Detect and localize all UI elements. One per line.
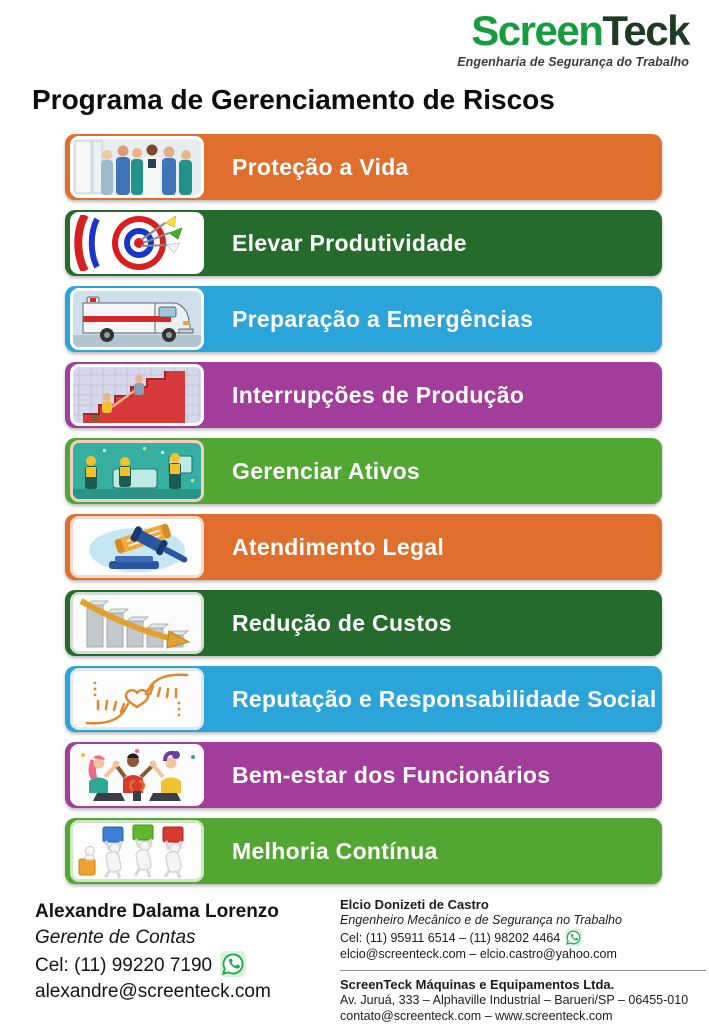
banner-melhoria-continua: [65, 818, 662, 884]
banner-label: Bem-estar dos Funcionários: [232, 761, 551, 788]
whatsapp-icon: [220, 951, 246, 977]
ambulance-image: [70, 288, 204, 350]
banner-label: Melhoria Contínua: [232, 837, 438, 864]
contact-phone-row: [340, 929, 706, 947]
figures-carrying-blocks-image: [70, 820, 204, 882]
company-info: [340, 977, 706, 1024]
banner-label: Interrupções de Produção: [232, 381, 525, 408]
banner-protecao-a-vida: [65, 134, 662, 200]
banner-reputacao-e-responsabilidade-social: [65, 666, 662, 732]
logo-tagline: Engenharia de Segurança do Trabalho: [457, 55, 689, 70]
growth-stairs-image: [70, 364, 204, 426]
gavel-scroll-image: [70, 516, 204, 578]
contact-elcio-and-company: [340, 897, 706, 1024]
banner-label: Preparação a Emergências: [232, 305, 534, 332]
contact-role: Engenheiro Mecânico e de Segurança no Trabalho: [340, 913, 622, 928]
banner-atendimento-legal: [65, 514, 662, 580]
company-logo: [457, 8, 689, 69]
contact-emails: elcio@screenteck.com – elcio.castro@yahoo.com: [340, 946, 617, 961]
whatsapp-icon: [565, 929, 582, 946]
contact-email: alexandre@screenteck.com: [35, 981, 271, 1003]
contact-phone-row: [35, 951, 279, 979]
company-emails: contato@screenteck.com – www.screenteck.com: [340, 1008, 613, 1023]
hands-heart-icon: [70, 668, 204, 730]
medical-team-image: [70, 136, 204, 198]
banner-label: Elevar Produtividade: [232, 229, 467, 256]
banner-gerenciar-ativos: [65, 438, 662, 504]
banner-label: Reputação e Responsabilidade Social: [232, 685, 657, 712]
contact-name: Elcio Donizeti de Castro: [340, 897, 489, 912]
logo-wordmark: [457, 8, 689, 54]
banner-label: Gerenciar Ativos: [232, 457, 421, 484]
logo-wordmark-screen: Screen: [471, 7, 603, 54]
contact-alexandre: [35, 899, 279, 1005]
banner-interrupcoes-de-producao: [65, 362, 662, 428]
banner-reducao-de-custos: [65, 590, 662, 656]
risk-banner-list: [65, 134, 662, 884]
team-highfive-image: [70, 744, 204, 806]
banner-elevar-produtividade: [65, 210, 662, 276]
company-name: ScreenTeck Máquinas e Equipamentos Ltda.: [340, 976, 615, 992]
dartboard-image: [70, 212, 204, 274]
contact-phone: Cel: (11) 95911 6514 – (11) 98202 4464: [340, 931, 561, 946]
maintenance-workers-image: [70, 440, 204, 502]
banner-label: Atendimento Legal: [232, 533, 445, 560]
banner-label: Redução de Custos: [232, 609, 452, 636]
banner-label: Proteção a Vida: [232, 153, 409, 180]
page-title: Programa de Gerenciamento de Riscos: [32, 84, 555, 115]
contact-role: Gerente de Contas: [35, 927, 196, 949]
banner-preparacao-a-emergencias: [65, 286, 662, 352]
contact-phone: Cel: (11) 99220 7190: [35, 955, 213, 977]
declining-bars-image: [70, 592, 204, 654]
banner-bem-estar-dos-funcionarios: [65, 742, 662, 808]
footer-divider: [340, 970, 706, 971]
contact-name: Alexandre Dalama Lorenzo: [35, 901, 279, 922]
logo-wordmark-teck: Teck: [602, 7, 689, 54]
company-address: Av. Juruá, 333 – Alphaville Industrial – Barueri/SP – 06455-010: [340, 993, 689, 1007]
